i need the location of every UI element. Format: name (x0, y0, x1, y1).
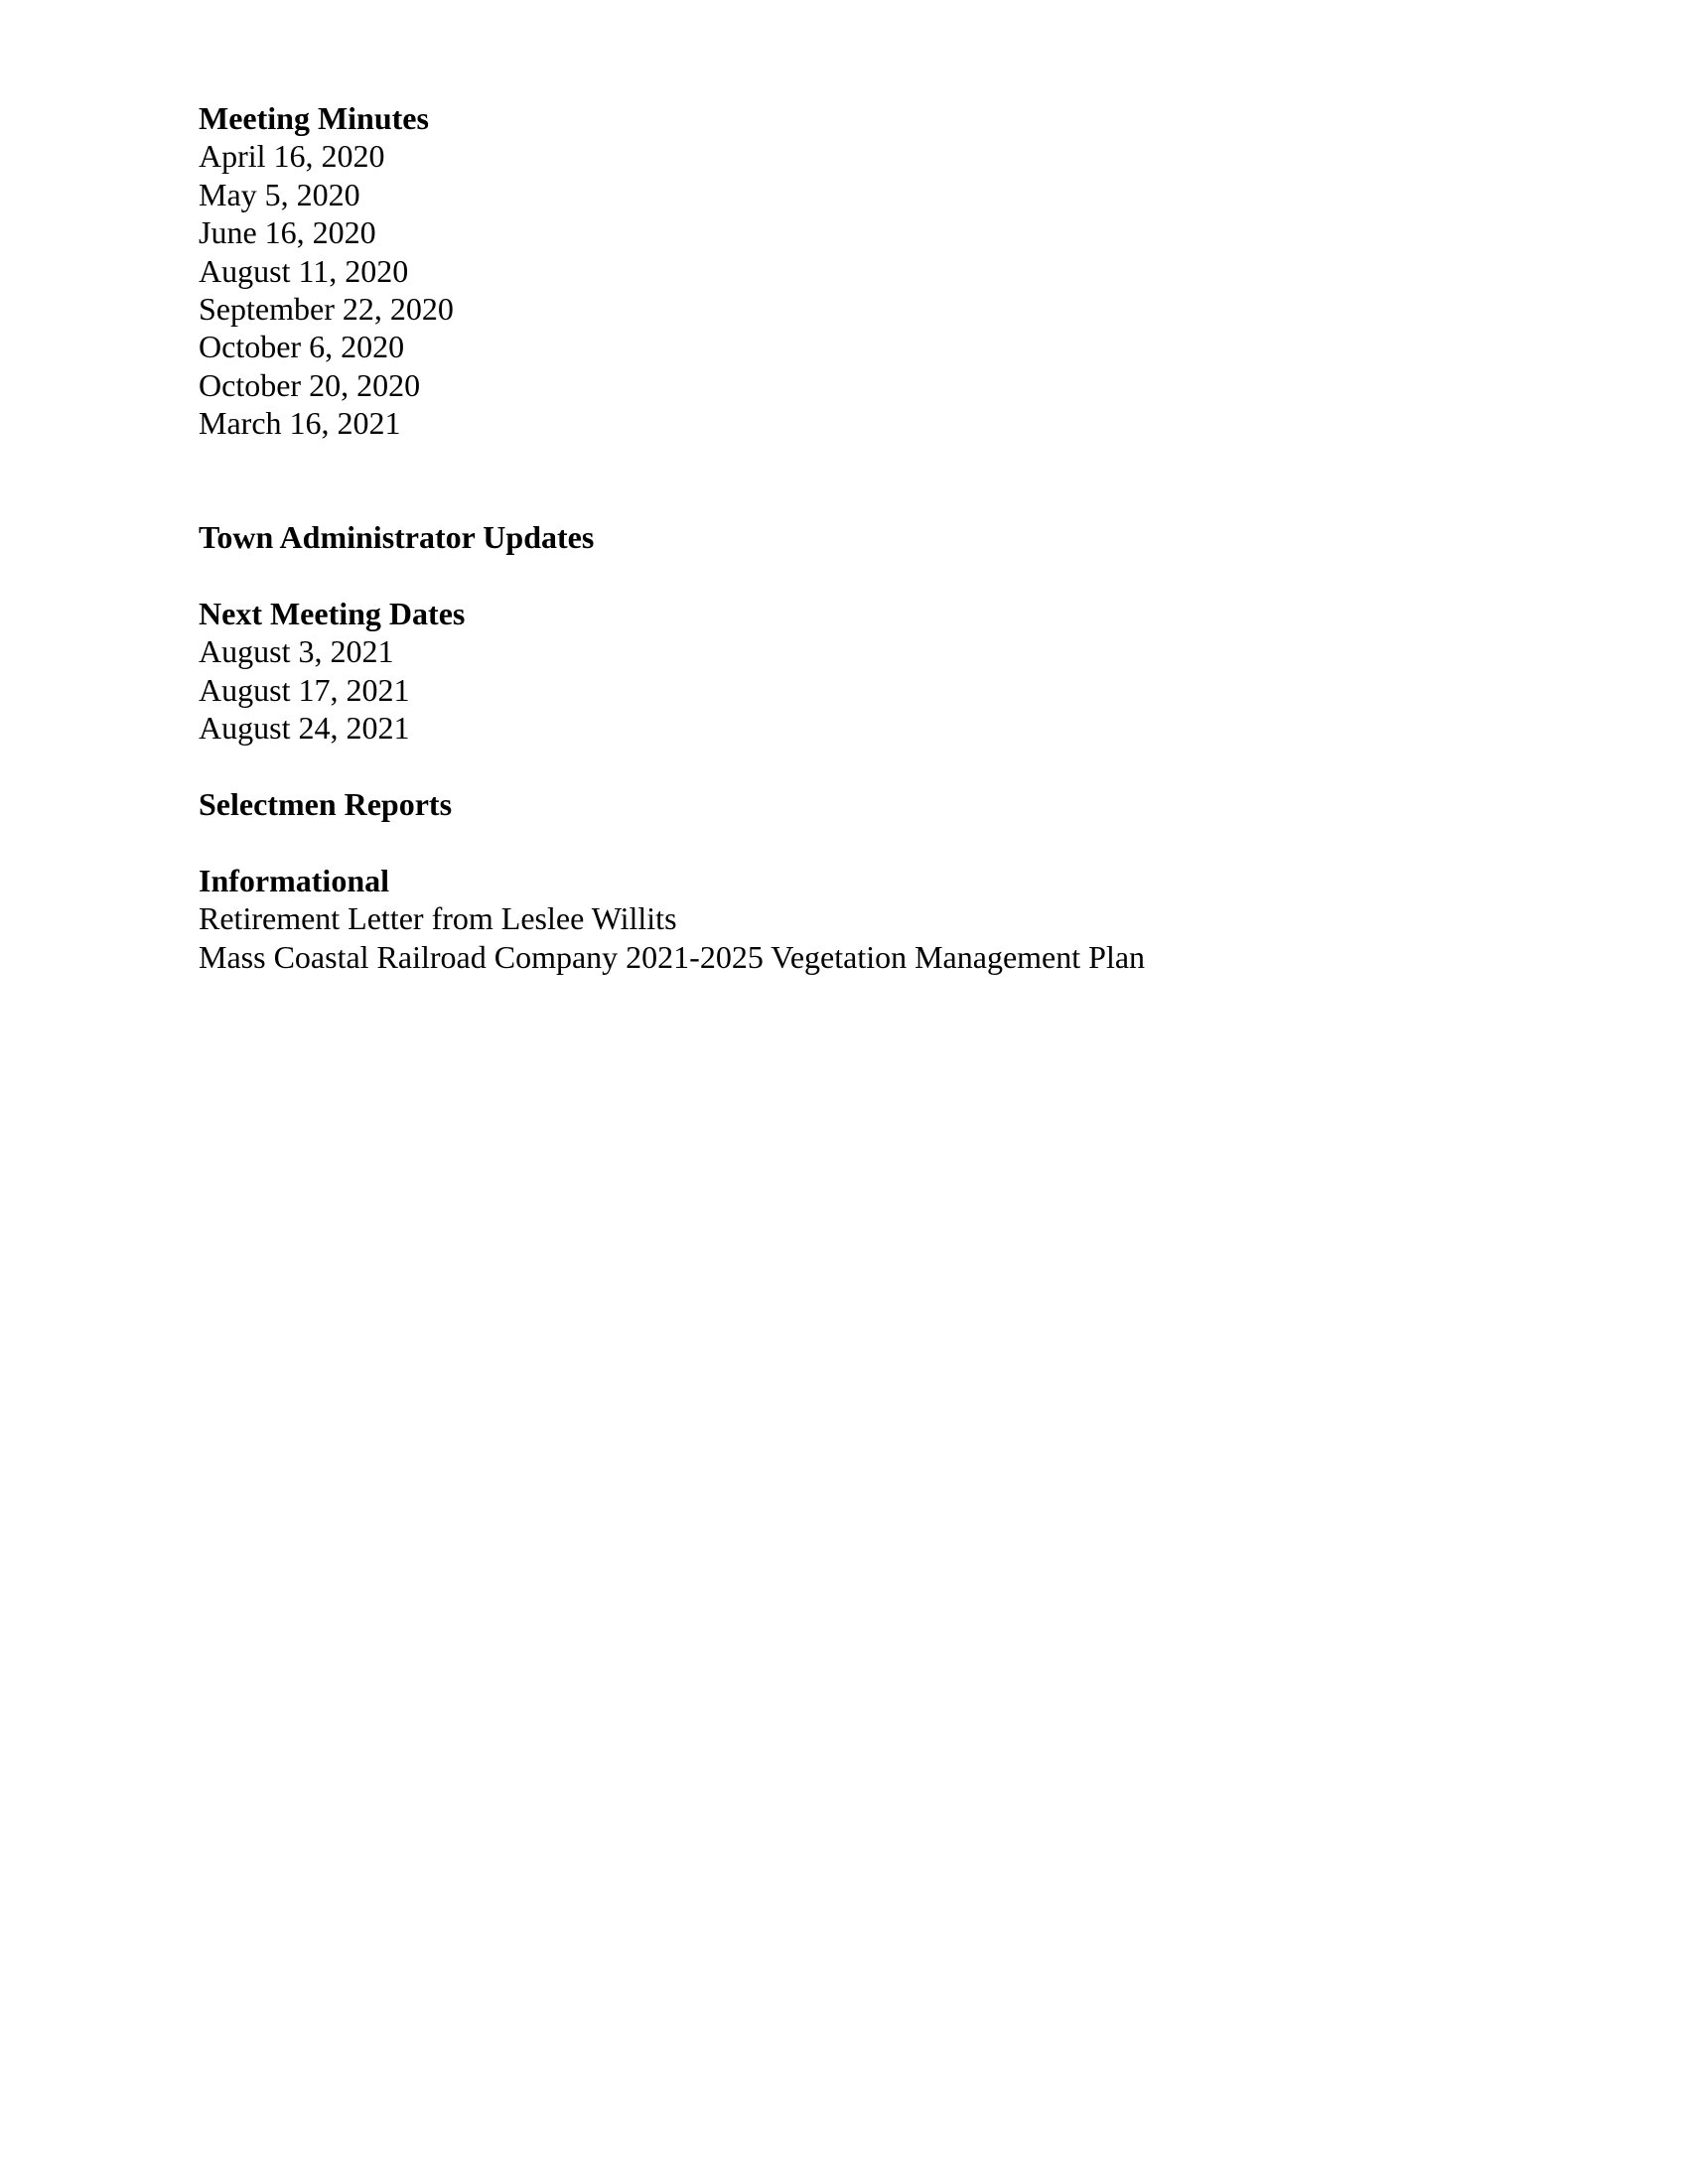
informational-heading: Informational (199, 862, 389, 898)
document-page (199, 99, 1489, 976)
next-meeting-date: August 24, 2021 (199, 710, 410, 747)
meeting-minutes-date: September 22, 2020 (199, 290, 454, 327)
selectmen-reports-section (199, 785, 1489, 823)
meeting-minutes-date: August 11, 2020 (199, 252, 409, 289)
meeting-minutes-date: October 6, 2020 (199, 329, 405, 365)
next-meeting-dates-heading: Next Meeting Dates (199, 596, 466, 632)
spacer (199, 748, 1489, 785)
next-meeting-dates-section (199, 595, 1489, 748)
selectmen-reports-heading: Selectmen Reports (199, 786, 453, 823)
informational-section (199, 862, 1489, 976)
meeting-minutes-date: April 16, 2020 (199, 138, 385, 175)
town-administrator-section (199, 518, 1489, 556)
next-meeting-date: August 3, 2021 (199, 633, 394, 670)
spacer (199, 823, 1489, 861)
informational-item: Retirement Letter from Leslee Willits (199, 900, 677, 937)
meeting-minutes-date: March 16, 2021 (199, 405, 401, 442)
informational-item: Mass Coastal Railroad Company 2021-2025 Vegetation Management Plan (199, 938, 1146, 975)
meeting-minutes-date: May 5, 2020 (199, 176, 360, 212)
next-meeting-date: August 17, 2021 (199, 671, 410, 708)
meeting-minutes-section (199, 99, 1489, 443)
meeting-minutes-date: June 16, 2020 (199, 214, 376, 251)
spacer (199, 443, 1489, 519)
meeting-minutes-date: October 20, 2020 (199, 366, 421, 403)
meeting-minutes-heading: Meeting Minutes (199, 100, 429, 136)
spacer (199, 557, 1489, 595)
town-administrator-heading: Town Administrator Updates (199, 519, 595, 556)
